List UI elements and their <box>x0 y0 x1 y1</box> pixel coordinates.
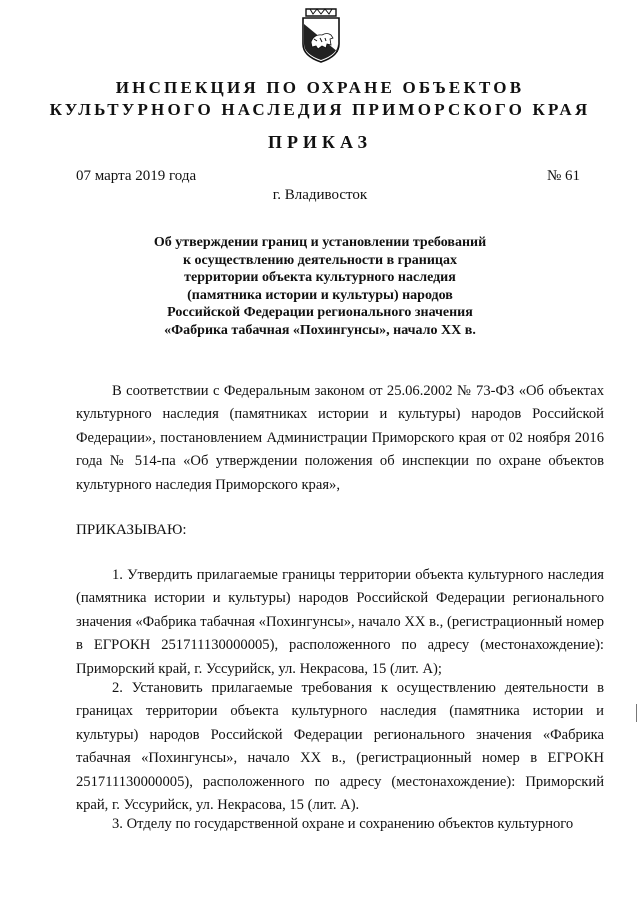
order-city: г. Владивосток <box>272 187 368 203</box>
document-type: ПРИКАЗ <box>267 132 373 152</box>
scan-margin-mark <box>636 704 637 722</box>
preamble-paragraph: В соответствии с Федеральным законом от 25.06.2002 № 73-ФЗ «Об объектах культурного наследия (памятниках истории и культуры) народов Российской Федерации», постановлением Администрации Приморского края от 02 ноября 2016 года № 514-па «Об утверждении положения об инспекции по охране объектов культурного наследия Приморского края», <box>76 383 604 493</box>
coat-of-arms-icon <box>300 8 342 64</box>
subject-line: Об утверждении границ и установлении требований <box>153 235 487 250</box>
order-subject <box>120 234 520 340</box>
subject-line: к осуществлению деятельности в границах <box>182 252 457 268</box>
subject-line: «Фабрика табачная «Похингунсы», начало XX в. <box>164 322 476 338</box>
order-item-2: 2. Установить прилагаемые требования к осуществлению деятельности в границах территории объекта культурного наследия (памятника истории и культуры) народов Российской Федерации регионального значения «Фабрика табачная «Похингунсы», начало XX в., (регистрационный номер в ЕГРОКН 251711130000005), расположенного по адресу (местонахождение): Приморский край, г. Уссурийск, ул. Некрасова, 15 (лит. А). <box>76 680 604 814</box>
subject-line: территории объекта культурного наследия <box>184 270 456 286</box>
order-number: № 61 <box>546 168 580 184</box>
order-item-3: 3. Отделу по государственной охране и сохранению объектов культурного <box>112 816 574 832</box>
order-date: 07 марта 2019 года <box>76 168 197 184</box>
organization-name-line2: КУЛЬТУРНОГО НАСЛЕДИЯ ПРИМОРСКОГО КРАЯ <box>49 100 591 119</box>
order-item-1: 1. Утвердить прилагаемые границы территории объекта культурного наследия (памятника истории и культуры) народов Российской Федерации регионального значения «Фабрика табачная «Похингунсы», начало XX в., (регистрационный номер в ЕГРОКН 251711130000005), расположенного по адресу (местонахождение): Приморский край, г. Уссурийск, ул. Некрасова, 15 (лит. А); <box>76 567 604 677</box>
organization-name-line1: ИНСПЕКЦИЯ ПО ОХРАНЕ ОБЪЕКТОВ <box>115 78 525 97</box>
ordering-clause: ПРИКАЗЫВАЮ: <box>76 522 187 538</box>
subject-line: (памятника истории и культуры) народов <box>187 287 453 303</box>
subject-line: Российской Федерации регионального значения <box>167 305 473 321</box>
